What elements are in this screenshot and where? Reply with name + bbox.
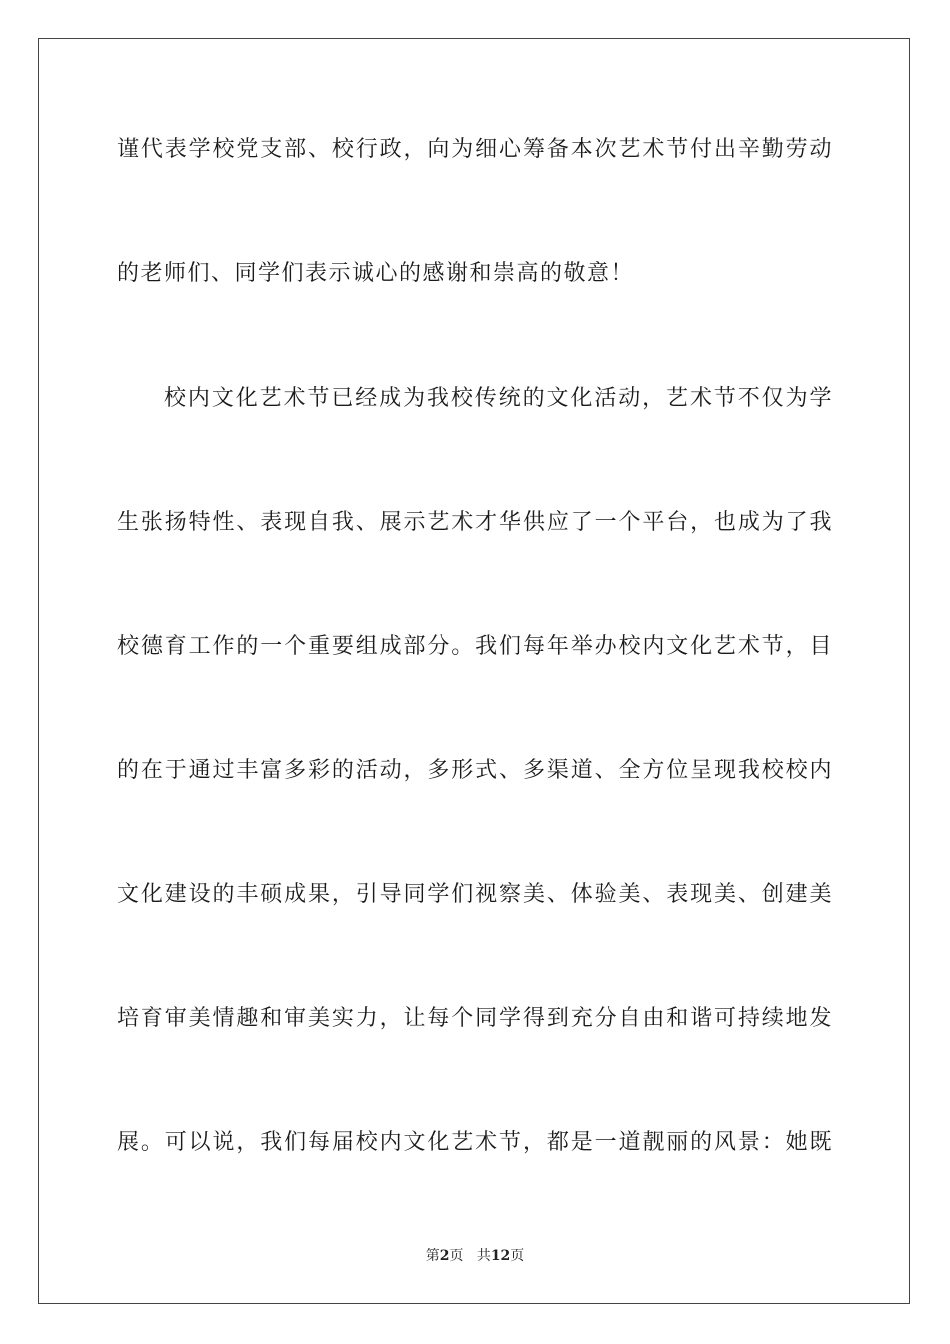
page-prefix: 第 (425, 1248, 440, 1264)
body-text-line: 谨代表学校党支部、校行政，向为细心筹备本次艺术节付出辛勤劳动 (117, 137, 833, 162)
total-suffix: 页 (510, 1248, 525, 1264)
body-text-line: 培育审美情趣和审美实力，让每个同学得到充分自由和谐可持续地发 (117, 1006, 833, 1031)
page-border (38, 38, 910, 1304)
current-page-number: 2 (439, 1248, 450, 1264)
body-text-line: 展。可以说，我们每届校内文化艺术节，都是一道靓丽的风景：她既 (117, 1130, 833, 1155)
page-number-footer (0, 1246, 950, 1266)
page-suffix: 页 (449, 1248, 464, 1264)
paragraph-first-line: 校内文化艺术节已经成为我校传统的文化活动，艺术节不仅为学 (164, 386, 833, 411)
body-text-line: 文化建设的丰硕成果，引导同学们视察美、体验美、表现美、创建美 (117, 882, 833, 907)
body-text-line: 校德育工作的一个重要组成部分。我们每年举办校内文化艺术节，目 (117, 634, 833, 659)
body-text-line: 生张扬特性、表现自我、展示艺术才华供应了一个平台，也成为了我 (117, 510, 833, 535)
total-prefix: 共 (476, 1248, 491, 1264)
body-text-line: 的在于通过丰富多彩的活动，多形式、多渠道、全方位呈现我校校内 (117, 758, 833, 783)
body-text-line: 的老师们、同学们表示诚心的感谢和崇高的敬意！ (117, 261, 635, 286)
total-pages-number: 12 (490, 1248, 511, 1264)
